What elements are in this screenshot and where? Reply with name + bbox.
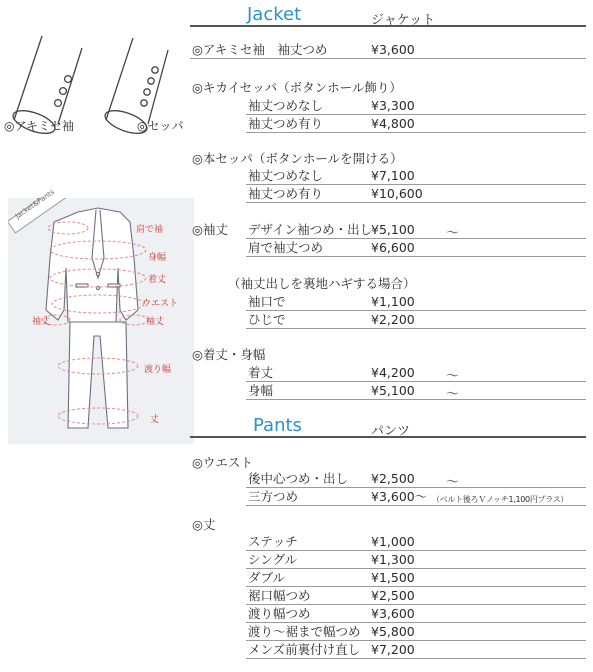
kikai-row-1-label: 袖丈つめなし <box>248 98 324 113</box>
lw-row-2-price: ¥5,100 <box>371 383 415 398</box>
hem-row-3-label: ダブル <box>248 570 286 585</box>
suit-label-sleeve-left: 袖丈 <box>32 317 51 327</box>
lining-note: （袖丈出しを裏地ハギする場合） <box>228 276 416 291</box>
suit-label-width: 身幅 <box>148 253 167 263</box>
suit-diagram <box>8 187 194 444</box>
jacket-header-rule <box>190 25 586 27</box>
jacket-title-jp: ジャケット <box>371 13 436 28</box>
hem-row-4-price: ¥2,500 <box>371 588 415 603</box>
hem-row-5-price: ¥3,600 <box>371 606 415 621</box>
kikai-row-2-label: 袖丈つめ有り <box>248 116 324 131</box>
pants-title-jp: パンツ <box>371 424 411 439</box>
lining-row-2-label: ひじで <box>248 312 286 327</box>
suit-label-shoulder: 肩で袖 <box>136 225 164 235</box>
jacket-title-en: Jacket <box>247 4 302 25</box>
lw-row-2-label: 身幅 <box>248 383 274 398</box>
lining-row-2-price: ¥2,200 <box>371 312 415 327</box>
lw-row-1-price: ¥4,200 <box>371 365 415 380</box>
lining-row-1-label: 袖口で <box>248 294 286 309</box>
hem-row-7-label: メンズ前裏付け直し <box>248 642 361 657</box>
akimise-label: ◎アキミセ袖 袖丈つめ <box>192 42 328 57</box>
kikai-seppa-heading: ◎キカイセッパ（ボタンホール飾り） <box>192 80 402 95</box>
hon-row-1-label: 袖丈つめなし <box>248 168 324 183</box>
akimise-sleeve-label: ◎アキミセ袖 <box>4 119 74 133</box>
waist-row-1-price: ¥2,500 <box>371 471 415 486</box>
hon-row-1-price: ¥7,100 <box>371 168 415 183</box>
suit-label-hem: 丈 <box>150 415 160 425</box>
lining-row-1-price: ¥1,100 <box>371 294 415 309</box>
sleeve-row-1-tilde: 〜 <box>446 226 460 241</box>
seppa-sleeve-label: ◎セッパ <box>137 119 184 133</box>
suit-label-thigh: 渡り幅 <box>144 365 172 375</box>
sleeve-row-1-price: ¥5,100 <box>371 222 415 237</box>
sleeve-length-heading: ◎袖丈 <box>192 222 228 237</box>
waist-row-2-price: ¥3,600〜 <box>371 489 428 504</box>
sleeve-row-2-label: 肩で袖丈つめ <box>248 240 324 255</box>
suit-label-waist: ウエスト <box>142 299 179 309</box>
hon-row-2-label: 袖丈つめ有り <box>248 186 324 201</box>
kikai-row-1-price: ¥3,300 <box>371 98 415 113</box>
hon-row-2-price: ¥10,600 <box>371 186 423 201</box>
pants-title-en: Pants <box>253 415 302 436</box>
waist-row-2-label: 三方つめ <box>248 489 299 504</box>
hem-row-1-price: ¥1,000 <box>371 534 415 549</box>
lw-row-1-tilde: 〜 <box>446 369 460 384</box>
hem-row-5-label: 渡り幅つめ <box>248 606 311 621</box>
hem-row-7-price: ¥7,200 <box>371 642 415 657</box>
suit-label-length: 着丈 <box>148 275 167 285</box>
waist-row-2-note: （ベルト後ろＶノッチ1,100円プラス） <box>432 495 569 504</box>
length-width-heading: ◎着丈・身幅 <box>192 347 266 362</box>
lw-row-2-tilde: 〜 <box>446 387 460 402</box>
hem-row-3-price: ¥1,500 <box>371 570 415 585</box>
hem-row-2-label: シングル <box>248 552 298 567</box>
pants-header-rule <box>190 436 586 438</box>
hem-row-6-label: 渡り〜裾まで幅つめ <box>248 624 361 639</box>
hon-seppa-heading: ◎本セッパ（ボタンホールを開ける） <box>192 151 403 166</box>
sleeve-row-2-price: ¥6,600 <box>371 240 415 255</box>
sleeve-row-1-label: デザイン袖つめ・出し <box>248 222 373 237</box>
hem-heading: ◎丈 <box>192 517 216 532</box>
hem-row-6-price: ¥5,800 <box>371 624 415 639</box>
suit-tag: Jacket&Pants <box>14 187 56 221</box>
suit-label-sleeve-right: 袖丈 <box>146 317 165 327</box>
hem-row-1-label: ステッチ <box>248 534 298 549</box>
waist-row-1-label: 後中心つめ・出し <box>248 471 349 486</box>
hem-row-2-price: ¥1,300 <box>371 552 415 567</box>
waist-row-1-tilde: 〜 <box>446 475 460 490</box>
lw-row-1-label: 着丈 <box>248 365 274 380</box>
akimise-price: ¥3,600 <box>371 42 415 57</box>
hem-row-4-label: 裾口幅つめ <box>248 588 311 603</box>
kikai-row-2-price: ¥4,800 <box>371 116 415 131</box>
waist-heading: ◎ウエスト <box>192 455 253 470</box>
